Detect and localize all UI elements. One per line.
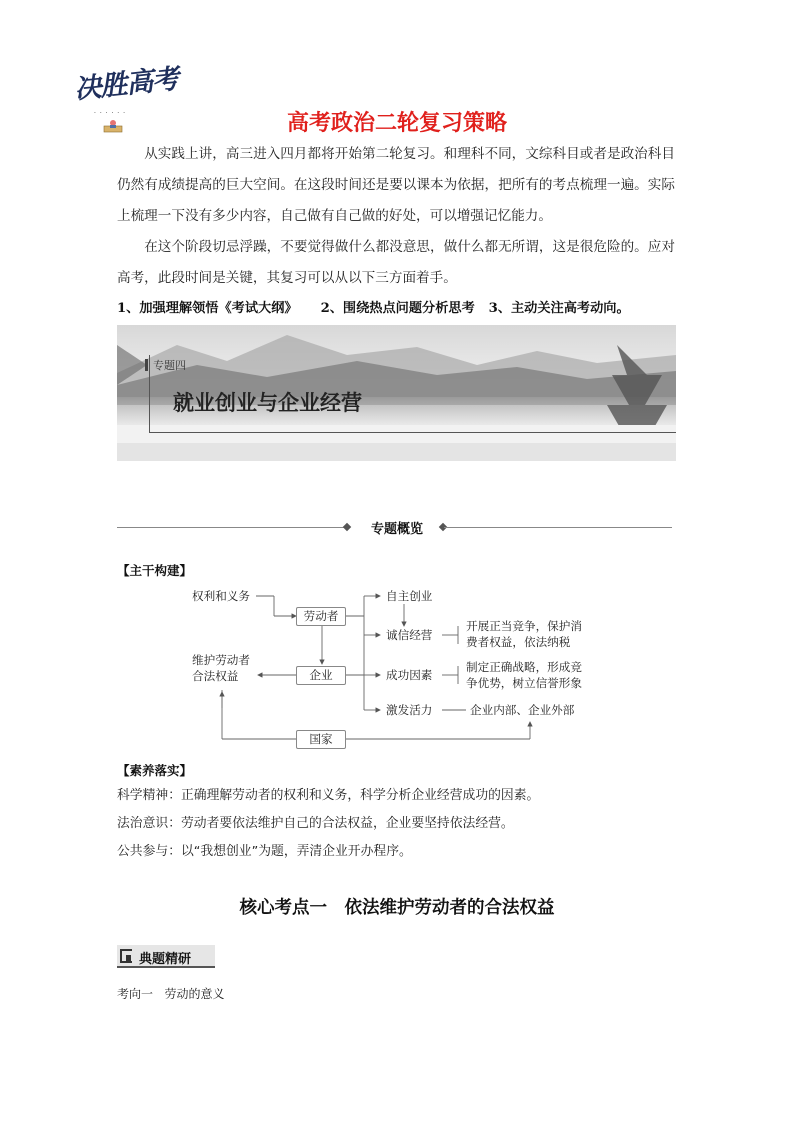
literacy-label: 【素养落实】 (117, 763, 193, 778)
banner-title: 就业创业与企业经营 (173, 391, 362, 415)
core-point-title: 核心考点一 依法维护劳动者的合法权益 (239, 898, 555, 918)
document-title: 高考政治二轮复习策略 (286, 111, 507, 136)
knowledge-diagram (186, 580, 616, 752)
topic-banner (117, 325, 676, 461)
node-enterprise: 企业 (296, 666, 346, 685)
section-heading: 专题概览 (370, 522, 423, 537)
banner-tag: 专题四 (153, 359, 186, 372)
literacy-item: 法治意识：劳动者要依法维护自己的合法权益，企业要坚持依法经营。 (117, 816, 514, 831)
banner-tag-bar (145, 359, 148, 371)
node-integrity-detail: 开展正当竞争，保护消 费者权益，依法纳税 (466, 619, 582, 649)
node-vitality-detail: 企业内部、企业外部 (470, 703, 575, 717)
node-rights: 权利和义务 (192, 589, 250, 603)
node-vitality: 激发活力 (386, 703, 433, 717)
key-points: 1、加强理解领悟《考试大纲》 2、围绕热点问题分析思考 3、主动关注高考动向。 (117, 301, 630, 316)
logo-decoration: · · · · · · (94, 110, 126, 117)
node-protect-rights: 维护劳动者 合法权益 (192, 653, 250, 683)
framework-label: 【主干构建】 (117, 563, 193, 578)
node-state: 国家 (296, 730, 346, 749)
section-tag-label: 典题精研 (139, 952, 192, 967)
node-worker: 劳动者 (296, 607, 346, 626)
section-rule-right (444, 527, 672, 528)
paragraph-2: 在这个阶段切忌浮躁，不要觉得做什么都没意思，做什么都无所谓，这是很危险的。应对高考，此段时间是关键，其复习可以从以下三方面着手。 (117, 239, 675, 286)
literacy-item: 科学精神：正确理解劳动者的权利和义务，科学分析企业经营成功的因素。 (117, 788, 540, 803)
node-success-factors: 成功因素 (386, 668, 433, 682)
node-success-detail: 制定正确战略，形成竞 争优势，树立信誉形象 (466, 660, 582, 690)
node-integrity: 诚信经营 (386, 628, 433, 642)
literacy-item: 公共参与：以“我想创业”为题，弄清企业开办程序。 (117, 844, 412, 859)
node-self-startup: 自主创业 (386, 589, 433, 603)
logo-text: 决胜高考 (72, 63, 180, 106)
tag-icon (120, 949, 132, 963)
paragraph-1: 从实践上讲，高三进入四月都将开始第二轮复习。和理科不同，文综科目或者是政治科目仍然有成绩提高的巨大空间。在这段时间还是要以课本为依据，把所有的考点梳理一遍。实际上梳理一下没有多少内容，自己做有自己做的好处，可以增强记忆能力。 (117, 146, 675, 224)
section-dot-left (343, 523, 351, 531)
exam-direction: 考向一 劳动的意义 (117, 987, 225, 1001)
section-rule-left (117, 527, 347, 528)
section-tag (117, 945, 215, 968)
